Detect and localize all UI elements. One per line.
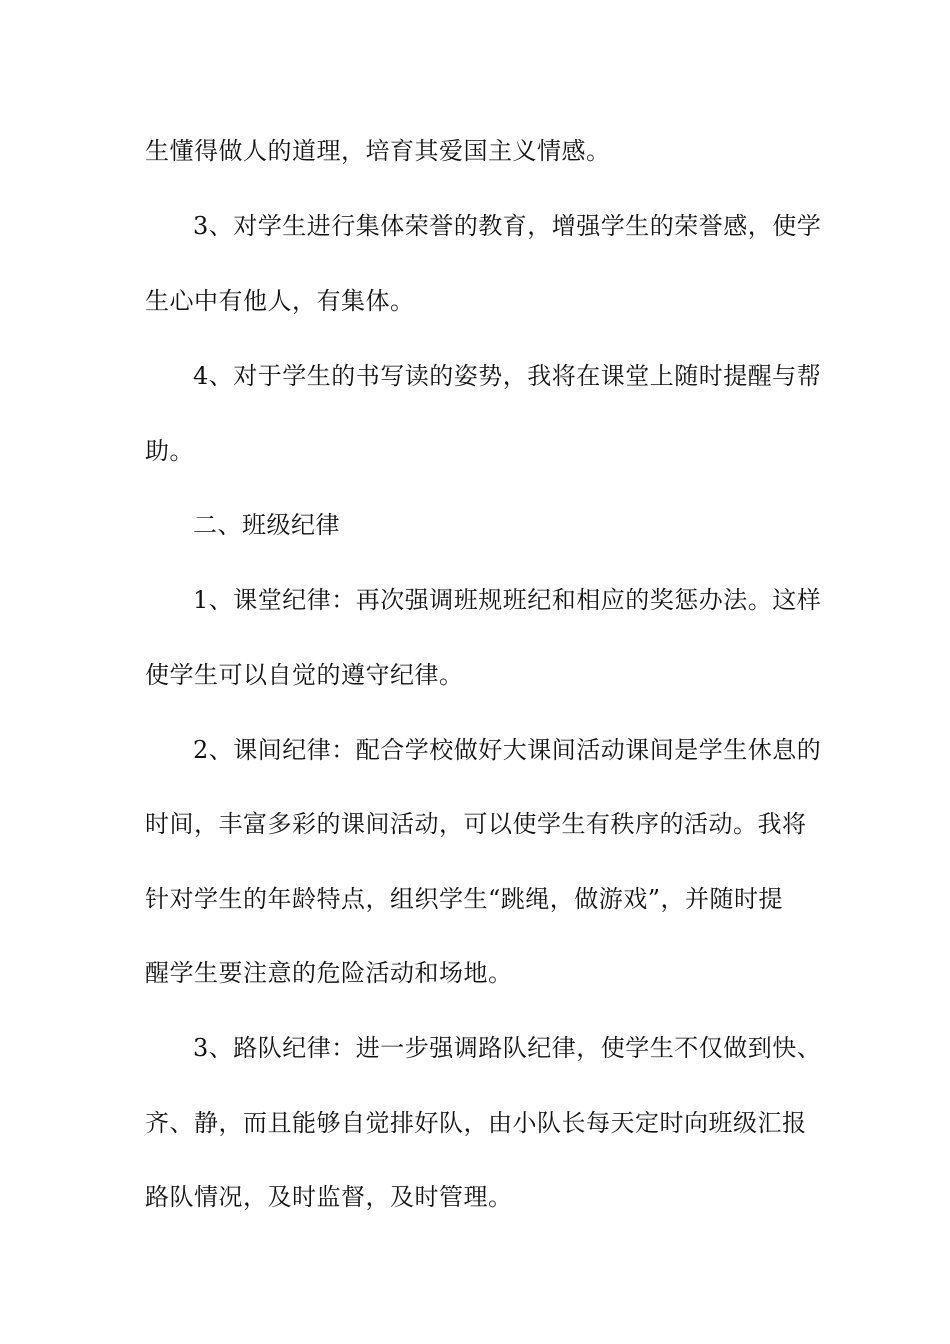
paragraph-line: 4、对于学生的书写读的姿势，我将在课堂上随时提醒与帮 xyxy=(193,362,822,390)
paragraph-line: 齐、静，而且能够自觉排好队，由小队长每天定时向班级汇报 xyxy=(145,1109,807,1137)
paragraph-line: 1、课堂纪律：再次强调班规班纪和相应的奖惩办法。这样 xyxy=(193,586,822,614)
paragraph-line: 针对学生的年龄特点，组织学生“跳绳，做游戏”，并随时提 xyxy=(145,885,784,913)
paragraph-line: 路队情况，及时监督，及时管理。 xyxy=(145,1183,513,1211)
paragraph-line: 使学生可以自觉的遵守纪律。 xyxy=(145,661,464,689)
paragraph-line: 生心中有他人，有集体。 xyxy=(145,287,415,315)
paragraph-line: 3、对学生进行集体荣誉的教育，增强学生的荣誉感，使学 xyxy=(193,212,822,240)
paragraph-line: 醒学生要注意的危险活动和场地。 xyxy=(145,959,513,987)
paragraph-line: 助。 xyxy=(145,437,194,465)
section-heading: 二、班级纪律 xyxy=(193,511,340,539)
paragraph-line: 3、路队纪律：进一步强调路队纪律，使学生不仅做到快、 xyxy=(193,1034,822,1062)
paragraph-line: 2、课间纪律：配合学校做好大课间活动课间是学生休息的 xyxy=(193,736,822,764)
paragraph-line: 时间，丰富多彩的课间活动，可以使学生有秩序的活动。我将 xyxy=(145,810,807,838)
paragraph-line: 生懂得做人的道理，培育其爱国主义情感。 xyxy=(145,137,611,165)
